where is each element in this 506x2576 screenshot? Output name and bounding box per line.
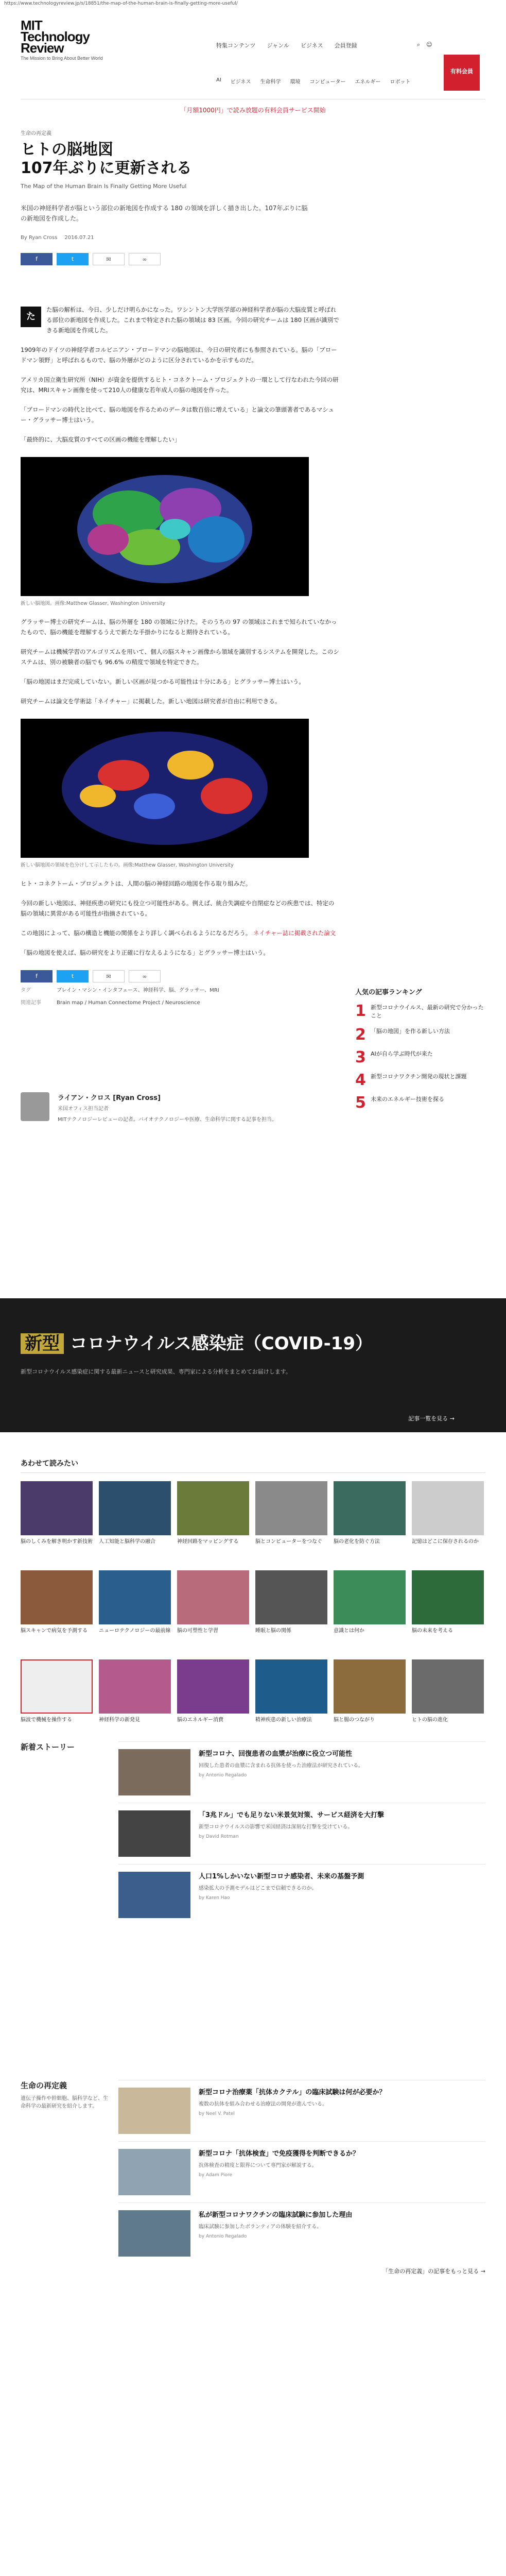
- lead-text: た脳の解析は、今日、少しだけ明らかになった。ワシントン大学医学部の神経科学者が脳の大脳皮質と呼ばれる部位の新地図を作成した。これまで特定された脳の領域は 83 区画。今回の研究チームは 180 区画が識別できる新地図を作成した。: [46, 306, 339, 334]
- recommended-card[interactable]: [334, 1659, 406, 1738]
- covid-title: [21, 1329, 485, 1354]
- recommended-card-title: 精神疾患の新しい治療法: [255, 1717, 312, 1723]
- brain-heatmap-illustration: [21, 719, 309, 858]
- article-paragraph: 1909年のドイツの神経学者コルビニアン・ブロードマンの脳地図は、今日の研究者にも参照されている。脳の「ブロードマン領野」と呼ばれるもので、脳の外層がどのように区分されているかを示すものだ。: [21, 346, 337, 364]
- figure-caption: 新しい脳地図の領域を色分けして示したもの。画像:Matthew Glasser, Washington University: [21, 862, 234, 868]
- ranking-number: 5: [355, 1094, 366, 1112]
- recommended-card-title: 脳のしくみを解き明かす新技術: [21, 1539, 93, 1545]
- recommended-thumb: [21, 1481, 93, 1535]
- story-item[interactable]: [118, 2141, 485, 2202]
- ranking-text: 未来のエネルギー技術を探る: [371, 1096, 444, 1103]
- story-item[interactable]: [118, 2202, 485, 2264]
- author-avatar: [21, 1092, 49, 1121]
- subscribe-button[interactable]: 有料会員: [444, 55, 480, 91]
- recommended-section: [21, 1458, 485, 1738]
- logo-subtitle: The Mission to Bring About Better World: [21, 56, 103, 61]
- ranking-text: 新型コロナワクチン開発の現状と課題: [371, 1073, 467, 1080]
- story-title: 私が新型コロナワクチンの臨床試験に参加した理由: [199, 2211, 353, 2219]
- story-title: 新型コロナ「抗体検査」で免疫獲得を判断できるか？: [199, 2150, 360, 2158]
- related-label: 関連記事: [21, 1000, 41, 1006]
- ranking-number: 3: [355, 1048, 366, 1066]
- story-byline: by Antonio Regalado: [199, 2234, 247, 2239]
- recommended-card-title: 意識とは何か: [334, 1628, 364, 1634]
- recommended-card-title: 脳とコンピューターをつなぐ: [255, 1539, 322, 1545]
- tags-label: タグ: [21, 988, 31, 993]
- logo-line-3: Review: [21, 40, 64, 56]
- recommended-card-title: ニューロテクノロジーの最前線: [99, 1628, 171, 1634]
- recommended-thumb: [21, 1659, 93, 1714]
- article-title-line: 107年ぶりに更新される: [21, 159, 192, 177]
- story-thumb: [118, 2210, 190, 2257]
- top-nav-item[interactable]: ビジネス: [300, 42, 323, 49]
- article-paragraph: 「脳の地図を使えば、脳の研究をより正確に行なえるようになる」とグラッサー博士はいう。: [21, 949, 269, 956]
- category-nav: [216, 77, 411, 85]
- brain-map-figure-1: [21, 457, 309, 596]
- tags-block: [21, 987, 340, 1011]
- top-nav: [216, 41, 357, 49]
- brain-illustration: [21, 457, 309, 596]
- recommended-card-title: 脳と腸のつながり: [334, 1717, 375, 1723]
- article-paragraph: [21, 928, 340, 938]
- recommended-card-title: 睡眠と脳の関係: [255, 1628, 291, 1634]
- recommended-card-title: 神経回路をマッピングする: [177, 1539, 239, 1545]
- covid-desc: 新型コロナウイルス感染症に関する最新ニュースと研究成果、専門家による分析をまとめてお届けします。: [21, 1368, 291, 1375]
- recommended-card[interactable]: [412, 1570, 484, 1649]
- facebook-share-button[interactable]: f: [21, 970, 53, 982]
- recommended-card-title: 脳波で機械を操作する: [21, 1717, 72, 1723]
- ranking-text: 新型コロナウイルス、最新の研究で分かったこと: [371, 1004, 484, 1019]
- recommended-card[interactable]: [255, 1659, 327, 1738]
- story-byline: by Adam Piore: [199, 2173, 233, 2178]
- recommended-thumb: [99, 1659, 171, 1714]
- story-item[interactable]: [118, 2080, 485, 2141]
- recommended-card[interactable]: [21, 1481, 93, 1560]
- article-paragraph: 今回の新しい地図は、神経疾患の研究にも役立つ可能性がある。例えば、統合失調症や自閉症などの疾患では、特定の脳の領域に異常がある可能性が指摘されている。: [21, 900, 335, 917]
- story-byline: by Antonio Regalado: [199, 1773, 247, 1778]
- recommended-card[interactable]: [21, 1570, 93, 1649]
- site-logo[interactable]: [21, 20, 124, 61]
- recommended-thumb: [334, 1481, 406, 1535]
- recommended-card[interactable]: [21, 1659, 93, 1738]
- recommended-thumb: [21, 1570, 93, 1624]
- recommended-card[interactable]: [177, 1481, 249, 1560]
- ranking-number: 4: [355, 1071, 366, 1089]
- twitter-share-button[interactable]: t: [57, 970, 89, 982]
- recommended-thumb: [177, 1481, 249, 1535]
- ranking-sidebar: [355, 987, 484, 1118]
- brain-map-figure-2: [21, 719, 309, 858]
- recommended-thumb: [255, 1659, 327, 1714]
- article-title-en: The Map of the Human Brain Is Finally Getting More Useful: [21, 183, 187, 190]
- byline-date: 2016.07.21: [64, 235, 94, 241]
- share-buttons-bottom: [21, 970, 340, 982]
- author-box: [21, 1092, 340, 1124]
- article: [21, 129, 340, 982]
- recommended-card[interactable]: [99, 1481, 171, 1560]
- recommended-card-title: 人工知能と脳科学の融合: [99, 1539, 155, 1545]
- recommended-title: あわせて読みたい: [21, 1458, 485, 1473]
- drop-cap: た: [21, 307, 41, 327]
- top-nav-item[interactable]: 会員登録: [334, 42, 357, 49]
- recommended-card-title: ヒトの脳の進化: [412, 1717, 448, 1723]
- recommended-thumb: [412, 1659, 484, 1714]
- covid-more-link[interactable]: 記事一覧を見る →: [408, 1415, 455, 1422]
- article-link[interactable]: ネイチャー誌に掲載された論文: [253, 929, 336, 937]
- user-icon[interactable]: ☺: [426, 41, 432, 48]
- article-paragraph: ヒト・コネクトーム・プロジェクトは、人間の脳の神経回路の地図を作る取り組みだ。: [21, 880, 252, 887]
- covid-banner[interactable]: [0, 1298, 506, 1432]
- recommended-card[interactable]: [255, 1570, 327, 1649]
- story-desc: 回復した患者の血漿に含まれる抗体を使った治療法が研究されている。: [199, 1763, 363, 1769]
- story-desc: 感染拡大の予測モデルはどこまで信頼できるのか。: [199, 1886, 317, 1891]
- recommended-grid: [21, 1481, 485, 1738]
- author-role: 米国オフィス担当記者: [58, 1106, 109, 1112]
- recommended-card-title: 脳の老化を防ぐ方法: [334, 1539, 380, 1545]
- article-paragraph: グラッサー博士の研究チームは、脳の外層を 180 の領域に分けた。そのうちの 97 の領域はこれまで知られていなかったもので、脳の機能を理解するうえで新たな手掛かりになると期待されている。: [21, 618, 337, 636]
- recommended-card[interactable]: [177, 1570, 249, 1649]
- story-byline: by David Rotman: [199, 1834, 239, 1839]
- category-nav-item[interactable]: エネルギー: [355, 79, 381, 85]
- story-byline: by Neel V. Patel: [199, 2111, 235, 2116]
- search-icon[interactable]: ⌕: [417, 41, 421, 48]
- recommended-thumb: [99, 1570, 171, 1624]
- share-buttons: [21, 253, 340, 265]
- story-thumb: [118, 1810, 190, 1857]
- category-nav-item[interactable]: コンピューター: [309, 79, 346, 85]
- ranking-item[interactable]: [355, 1095, 484, 1111]
- recommended-thumb: [177, 1570, 249, 1624]
- recommended-card-title: 脳の可塑性と学習: [177, 1628, 218, 1634]
- article-title: [21, 141, 340, 178]
- campaign-link[interactable]: 「月額1000円」で読み放題の有料会員サービス開始: [180, 107, 326, 114]
- story-thumb: [118, 2149, 190, 2195]
- story-section-desc: 遺伝子操作や幹細胞、脳科学など、生命科学の最新研究を紹介します。: [21, 2096, 108, 2109]
- byline-author[interactable]: By Ryan Cross: [21, 235, 58, 241]
- copy-link-button[interactable]: ∞: [129, 970, 161, 982]
- story-thumb: [118, 1749, 190, 1795]
- article-deck: 米国の神経科学者が脳という部位の新地図を作成する 180 の領域を詳しく描き出した。107年ぶりに脳の新地図を作成した。: [21, 205, 308, 222]
- author-bio: MITテクノロジーレビューの記者。バイオテクノロジーや医療、生命科学に関する記事を担当。: [58, 1117, 277, 1123]
- url-bar: https://www.technologyreview.jp/s/18851/the-map-of-the-human-brain-is-finally-getting-more-useful/: [0, 0, 506, 8]
- story-item[interactable]: [118, 1803, 485, 1864]
- story-item[interactable]: [118, 1741, 485, 1803]
- story-thumb: [118, 2088, 190, 2134]
- story-section-title: 新着ストーリー: [21, 1742, 75, 1752]
- mail-share-button[interactable]: ✉: [93, 253, 125, 265]
- author-name[interactable]: ライアン・クロス [Ryan Cross]: [58, 1094, 161, 1102]
- ranking-item[interactable]: [355, 1027, 484, 1043]
- ranking-item[interactable]: [355, 1073, 484, 1088]
- recommended-thumb: [334, 1570, 406, 1624]
- article-category[interactable]: 生命の再定義: [21, 131, 51, 137]
- story-thumb: [118, 1872, 190, 1918]
- recommended-thumb: [334, 1659, 406, 1714]
- category-nav-item[interactable]: 環境: [290, 79, 301, 85]
- category-nav-item[interactable]: AI: [216, 77, 221, 83]
- recommended-thumb: [412, 1570, 484, 1624]
- article-title-line: ヒトの脳地図: [21, 141, 113, 159]
- story-title: 新型コロナ、回復患者の血漿が治療に役立つ可能性: [199, 1750, 353, 1758]
- category-nav-item[interactable]: 生命科学: [260, 79, 281, 85]
- recommended-thumb: [255, 1481, 327, 1535]
- story-title: 新型コロナ治療薬「抗体カクテル」の臨床試験は何が必要か？: [199, 2089, 386, 2096]
- story-item[interactable]: [118, 1864, 485, 1925]
- recommended-card-title: 脳の未来を考える: [412, 1628, 453, 1634]
- story-section-title: 生命の再定義: [21, 2081, 67, 2090]
- story-title: 「3兆ドル」でも足りない米景気対策、サービス経済を大打撃: [199, 1811, 385, 1819]
- recommended-card[interactable]: [177, 1659, 249, 1738]
- article-paragraph: 「ブロードマンの時代と比べて、脳の地図を作るためのデータは数百倍に増えている」と論文の筆頭著者であるマシュー・グラッサー博士はいう。: [21, 406, 335, 423]
- related-value[interactable]: Brain map / Human Connectome Project / Neuroscience: [57, 1000, 200, 1006]
- ranking-item[interactable]: [355, 1050, 484, 1065]
- category-nav-item[interactable]: ビジネス: [230, 79, 251, 85]
- article-paragraph: アメリカ国立衛生研究所（NIH）が資金を提供するヒト・コネクトーム・プロジェクトの一環として行なわれた今回の研究は、MRIスキャン画像を使って210人の健康な若年成人の脳の地図を作った。: [21, 376, 339, 394]
- facebook-share-button[interactable]: f: [21, 253, 53, 265]
- covid-title-rest: コロナウイルス感染症（COVID-19）: [69, 1333, 373, 1354]
- article-paragraph: 「最終的に、大脳皮質のすべての区画の機能を理解したい」: [21, 436, 181, 443]
- story-desc: 複数の抗体を組み合わせる治療法の開発が進んでいる。: [199, 2102, 327, 2107]
- stories: [21, 1741, 485, 2291]
- ranking-number: 1: [355, 1002, 366, 1020]
- recommended-thumb: [99, 1481, 171, 1535]
- recommended-card-title: 脳スキャンで病気を予測する: [21, 1628, 88, 1634]
- stories-more-link[interactable]: 「生命の再定義」の記事をもっと見る →: [382, 2268, 485, 2275]
- category-nav-item[interactable]: ロボット: [390, 79, 411, 85]
- ranking-text: 「脳の地図」を作る新しい方法: [371, 1028, 450, 1035]
- story-byline: by Karen Hao: [199, 1895, 230, 1901]
- recommended-thumb: [255, 1570, 327, 1624]
- recommended-card-title: 脳のエネルギー消費: [177, 1717, 223, 1723]
- story-desc: 新型コロナウイルスの影響で米国経済は深刻な打撃を受けている。: [199, 1824, 353, 1830]
- recommended-card-title: 神経科学の新発見: [99, 1717, 140, 1723]
- story-desc: 臨床試験に参加したボランティアの体験を紹介する。: [199, 2224, 322, 2230]
- mail-share-button[interactable]: ✉: [93, 970, 125, 982]
- copy-link-button[interactable]: ∞: [129, 253, 161, 265]
- recommended-card[interactable]: [412, 1481, 484, 1560]
- ranking-title: 人気の記事ランキング: [355, 989, 422, 996]
- recommended-card[interactable]: [99, 1570, 171, 1649]
- story-section-life: [21, 2080, 485, 2275]
- recommended-thumb: [412, 1481, 484, 1535]
- ranking-text: AIが自ら学ぶ時代が来た: [371, 1050, 433, 1057]
- top-nav-item[interactable]: 特集コンテンツ: [216, 42, 256, 49]
- recommended-card[interactable]: [99, 1659, 171, 1738]
- article-paragraph: 研究チームは論文を学術誌「ネイチャー」に掲載した。新しい地図は研究者が自由に利用できる。: [21, 698, 281, 705]
- ranking-item[interactable]: [355, 1004, 484, 1020]
- article-lead: [21, 304, 340, 335]
- covid-title-highlight: 新型: [21, 1333, 64, 1354]
- site-header: [0, 8, 506, 85]
- recommended-card[interactable]: [334, 1481, 406, 1560]
- recommended-card[interactable]: [255, 1481, 327, 1560]
- recommended-card[interactable]: [334, 1570, 406, 1649]
- ranking-number: 2: [355, 1026, 366, 1044]
- header-icons: [417, 41, 432, 48]
- recommended-card[interactable]: [412, 1659, 484, 1738]
- tags-value[interactable]: ブレイン・マシン・インタフェース、神経科学、脳、グラッサー、MRI: [57, 988, 219, 993]
- top-nav-item[interactable]: ジャンル: [267, 42, 289, 49]
- story-section-new: [21, 1741, 485, 1925]
- twitter-share-button[interactable]: t: [57, 253, 89, 265]
- article-text: この地図によって、脳の構造と機能の関係をより詳しく調べられるようになるだろう。: [21, 929, 252, 937]
- byline: [21, 235, 340, 241]
- story-title: 人口1%しかいない新型コロナ感染者、未来の基盤予測: [199, 1873, 364, 1880]
- recommended-card-title: 記憶はどこに保存されるのか: [412, 1539, 479, 1545]
- figure-caption: 新しい脳地図。画像:Matthew Glasser, Washington University: [21, 601, 166, 606]
- logo-line-1: MIT: [21, 18, 42, 33]
- recommended-thumb: [177, 1659, 249, 1714]
- article-paragraph: 「脳の地図はまだ完成していない。新しい区画が見つかる可能性は十分にある」とグラッサー博士はいう。: [21, 678, 305, 685]
- article-paragraph: 研究チームは機械学習のアルゴリズムを用いて、個人の脳スキャン画像から領域を識別するシステムを開発した。このシステムは、別の被験者の脳でも 96.6% の精度で領域を特定できた。: [21, 648, 339, 666]
- story-desc: 抗体検査の精度と限界について専門家が解説する。: [199, 2163, 317, 2168]
- logo-line-2: Technology: [21, 29, 90, 44]
